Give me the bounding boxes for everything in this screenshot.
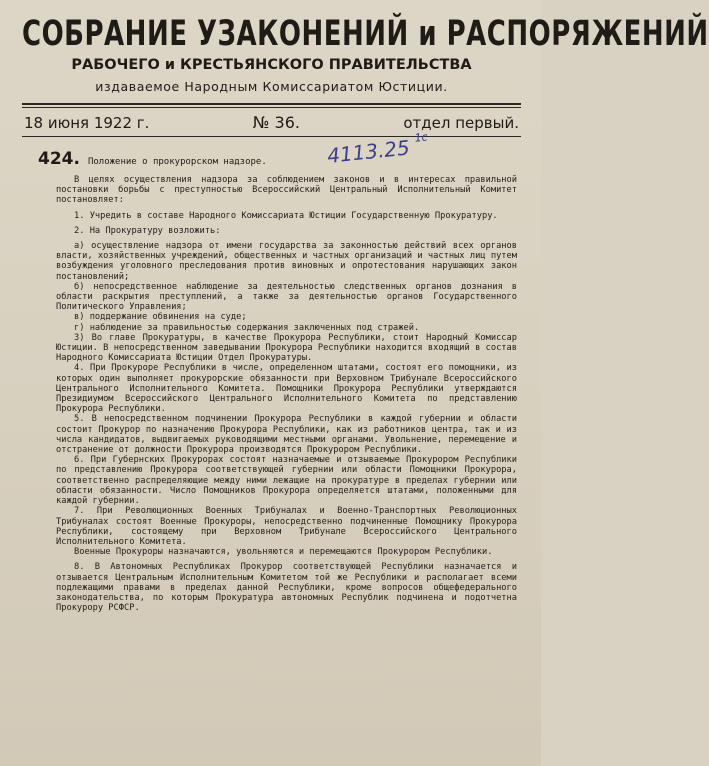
paragraph: в) поддержание обвинения на суде;	[74, 312, 247, 323]
section-label: отдел первый.	[403, 114, 519, 132]
handwritten-mark: 1c	[413, 130, 429, 145]
divider	[22, 103, 521, 105]
paragraph: 8. В Автономных Республиках Прокурор соответствующей Республики назначается и отзывается Центральным Исполнительным Комитетом той же Республики и располагает всеми подлежащими правами в пределах данной Республики, кроме вопросов общефедерального законодательства, по которым Прокуратура автономных Республик подчинена и подотчетна Прокурору РСФСР.	[56, 562, 517, 614]
paragraph: В целях осуществления надзора за соблюдением законов и в интересах правильной постановки борьбы с преступностью Всероссийский Центральный Исполнительный Комитет постановляет:	[56, 175, 517, 206]
paragraph: г) наблюдение за правильностью содержания заключенных под стражей.	[74, 322, 420, 333]
dateline	[22, 108, 521, 136]
masthead-title: СОБРАНИЕ УЗАКОНЕНИЙ и РАСПОРЯЖЕНИЙ	[22, 14, 709, 55]
document-body	[22, 175, 521, 613]
paragraph: 4. При Прокуроре Республики в числе, определенном штатами, состоят его помощники, из которых один выполняет прокурорские обязанности при Верховном Трибунале Всероссийского Центрального Исполнительного Комитета. Помощники Прокурора Республики утверждаются Президиумом Всероссийского Центрального Исполнительного Комитета по представлению Прокурора Республики.	[56, 363, 517, 415]
entry-number: 424.	[38, 149, 80, 169]
entry-title: Положение о прокурорском надзоре.	[87, 157, 267, 167]
paragraph: 1. Учредить в составе Народного Комиссариата Юстиции Государственную Прокуратуру.	[74, 210, 498, 221]
paragraph: 6. При Губернских Прокурорах состоят назначаемые и отзываемые Прокурором Республики по представлению Прокурора соответствующей губернии или области Помощники Прокурора, соответственно распределяющие между ними лежащие на прокуратуре в пределах губернии или области обязанности. Число Помощников Прокурора определяется штатами, положенными для каждой губернии.	[56, 455, 517, 507]
handwritten-annotation	[326, 130, 429, 168]
masthead-subtitle: РАБОЧЕГО и КРЕСТЬЯНСКОГО ПРАВИТЕЛЬСТВА	[71, 57, 472, 73]
issue-number: № 36.	[252, 113, 300, 132]
divider	[22, 136, 521, 137]
entry-header	[22, 130, 521, 175]
masthead	[22, 10, 709, 96]
paragraph: Военные Прокуроры назначаются, увольняются и перемещаются Прокурором Республики.	[74, 547, 493, 558]
paragraph: а) осуществление надзора от имени государства за законностью действий всех органов власти, хозяйственных учреждений, общественных и частных организаций и частных лиц путем возбуждения уголовного преследования против виновных и опротестования нарушающих закон постановлений;	[56, 241, 517, 282]
masthead-publisher: издаваемое Народным Комиссариатом Юстиции.	[95, 79, 448, 94]
paragraph: 3) Во главе Прокуратуры, в качестве Прокурора Республики, стоит Народный Комиссар Юстиции. В непосредственном заведывании Прокурора Республики находится входящий в состав Народного Комиссариата Юстиции Отдел Прокуратуры.	[56, 332, 517, 364]
handwritten-note: 4113.25	[326, 135, 411, 168]
paragraph: б) непосредственное наблюдение за деятельностью следственных органов дознания в области раскрытия преступлений, а также за деятельностью органов Государственного Политического Управления;	[56, 281, 517, 313]
paragraph: 2. На Прокуратуру возложить:	[74, 225, 221, 236]
paragraph: 7. При Революционных Военных Трибуналах и Военно-Транспортных Революционных Трибуналах состоят Военные Прокуроры, непосредственно подчиненные Помощнику Прокурора Республики, состоящему при Верховном Трибунале Всероссийского Центрального Исполнительного Комитета.	[56, 506, 517, 547]
paragraph: 5. В непосредственном подчинении Прокурора Республики в каждой губернии и области состоит Прокурор по назначению Прокурора Республики, как из работников центра, так и из числа кандидатов, выдвигаемых руководящими местными органами. Увольнение, перемещение и отстранение от должности Прокурора производятся Прокурором Республики.	[56, 414, 517, 456]
issue-date: 18 июня 1922 г.	[24, 114, 150, 132]
